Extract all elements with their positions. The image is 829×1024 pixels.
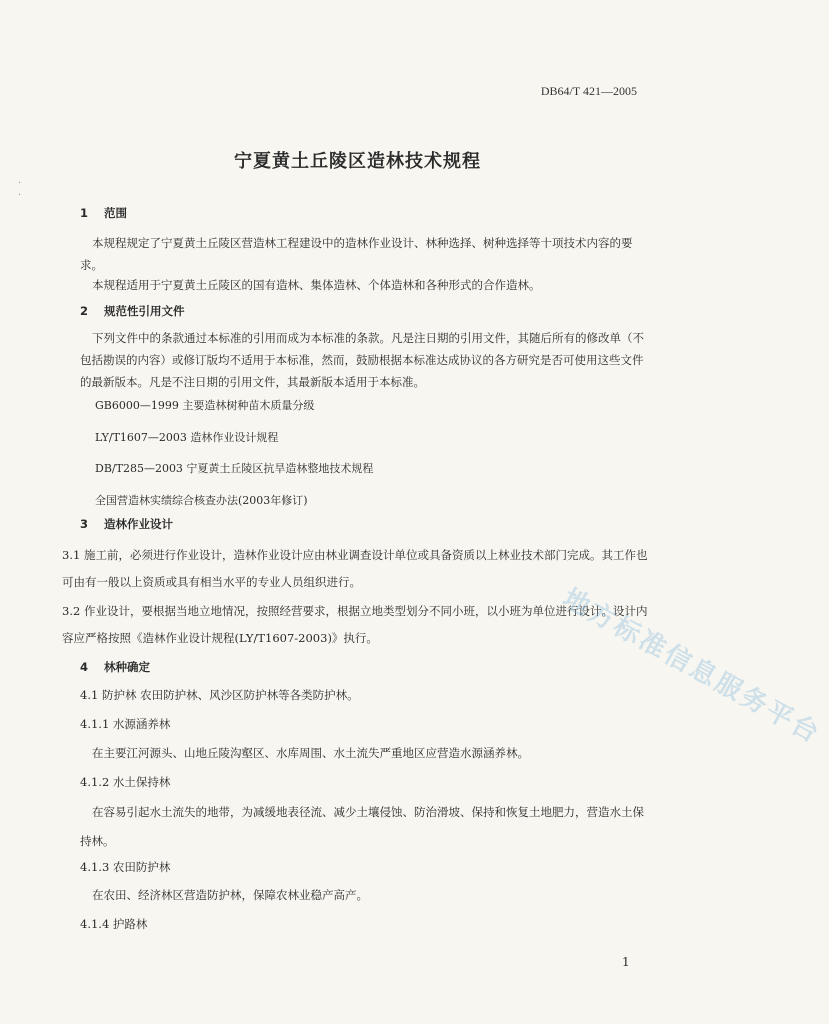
clause-4-1-3-text: 在农田、经济林区营造防护林，保障农林业稳产高产。 (92, 888, 368, 902)
document-title: 宁夏黄土丘陵区造林技术规程 (234, 151, 481, 172)
section-number: 3 (80, 517, 89, 531)
section-4-heading (80, 656, 646, 678)
section-3-heading (80, 513, 646, 535)
scan-artifact: · (18, 178, 22, 189)
clause-4-1-1-title: 4.1.1 水源涵养林 (80, 717, 171, 731)
scope-paragraph-1: 本规程规定了宁夏黄土丘陵区营造林工程建设中的造林作业设计、林种选择、树种选择等十项技术内容的要求。 (80, 236, 633, 272)
section-2-heading (80, 300, 646, 322)
scan-artifact: · (18, 190, 22, 201)
clause-4-1-1-text: 在主要江河源头、山地丘陵沟壑区、水库周围、水土流失严重地区应营造水源涵养林。 (92, 746, 529, 760)
reference-item: LY/T1607—2003 造林作业设计规程 (95, 431, 279, 444)
watermark: 地方标准信息服务平台 (557, 583, 826, 751)
reference-item: 全国营造林实绩综合核查办法(2003年修订) (95, 494, 308, 507)
clause-4-1: 4.1 防护林 农田防护林、风沙区防护林等各类防护林。 (80, 688, 359, 702)
references-intro-paragraph: 下列文件中的条款通过本标准的引用而成为本标准的条款。凡是注日期的引用文件，其随后所有的修改单（不包括勘误的内容）或修订版均不适用于本标准，然而，鼓励根据本标准达成协议的各方研究是否可使用这些文件的最新版本。凡是不注日期的引用文件，其最新版本适用于本标准。 (80, 331, 644, 389)
section-title: 造林作业设计 (104, 517, 173, 531)
clause-3-2: 3.2 作业设计，要根据当地立地情况，按照经营要求，根据立地类型划分不同小班，以小班为单位进行设计。设计内容应严格按照《造林作业设计规程(LY/T1607-2003)》执行。 (62, 604, 648, 645)
clause-4-1-2-title: 4.1.2 水土保持林 (80, 775, 171, 789)
section-title: 林种确定 (104, 660, 150, 674)
clause-4-1-4-title: 4.1.4 护路林 (80, 917, 148, 931)
section-title: 规范性引用文件 (104, 304, 185, 318)
clause-4-1-2-text: 在容易引起水土流失的地带，为减缓地表径流、减少土壤侵蚀、防治滑坡、保持和恢复土地肥力，营造水土保持林。 (80, 805, 644, 848)
scope-paragraph-2: 本规程适用于宁夏黄土丘陵区的国有造林、集体造林、个体造林和各种形式的合作造林。 (92, 278, 541, 292)
reference-item: GB6000—1999 主要造林树种苗木质量分级 (95, 399, 315, 412)
section-number: 2 (80, 304, 89, 318)
standard-code: DB64/T 421—2005 (540, 84, 637, 98)
section-1-heading (80, 202, 646, 224)
reference-item: DB/T285—2003 宁夏黄土丘陵区抗旱造林整地技术规程 (95, 462, 374, 475)
section-title: 范围 (104, 206, 127, 220)
clause-4-1-3-title: 4.1.3 农田防护林 (80, 860, 171, 874)
section-number: 1 (80, 206, 89, 220)
section-number: 4 (80, 660, 89, 674)
page-number: 1 (622, 955, 630, 969)
clause-3-1: 3.1 施工前，必须进行作业设计，造林作业设计应由林业调查设计单位或具备资质以上林业技术部门完成。其工作也可由有一般以上资质或具有相当水平的专业人员组织进行。 (62, 548, 648, 589)
